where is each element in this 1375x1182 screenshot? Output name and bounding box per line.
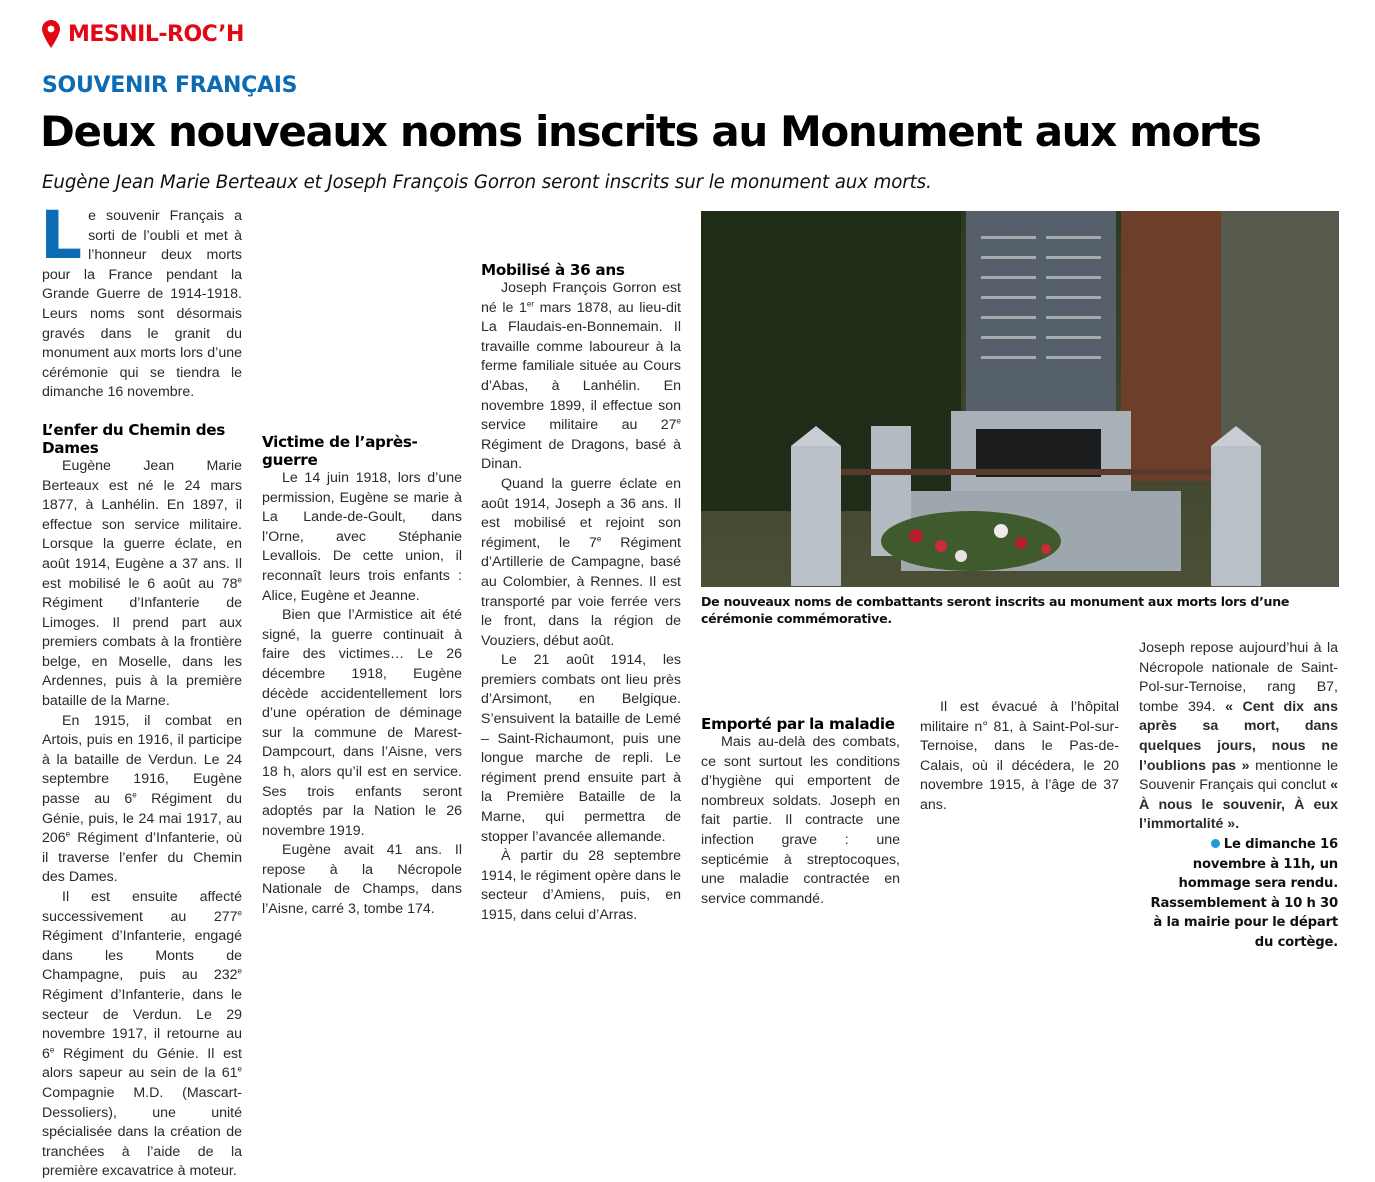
map-pin-icon (42, 20, 60, 48)
paragraph: Joseph François Gorron est né le 1er mars 1878, au lieu-dit La Flaudais-en-Bonnemain. Il travaille comme laboureur à la ferme familiale située au Cours d’Abas, à Lanhélin. En novembre 1899, il effectue son service militaire au 27e Régiment de Dragons, basé à Dinan. (481, 280, 681, 473)
article-column-5 (920, 639, 1119, 816)
subhead-apres-guerre: Victime de l’après-guerre (262, 433, 418, 469)
paragraph: À partir du 28 septembre 1914, le régiment opère dans le secteur d’Amiens, puis, en 1915, dans celui d’Arras. (481, 848, 681, 923)
subhead-chemin-des-dames: L’enfer du Chemin des Dames (42, 420, 226, 457)
article-column-3 (481, 207, 681, 926)
drop-cap: L (40, 197, 83, 274)
quote: « À nous le souvenir, À eux l’immortalité ». (1139, 777, 1338, 833)
standfirst: Eugène Jean Marie Berteaux et Joseph François Gorron seront inscrits sur le monument aux morts. (42, 172, 932, 193)
subhead-maladie: Emporté par la maladie (701, 715, 895, 733)
intro-paragraph: Le souvenir Français a sorti de l’oubli et met à l’honneur deux morts pour la France pendant la Grande Guerre de 1914-1918. Leurs noms sont désormais gravés dans le granit du monument aux morts lors d’une cérémonie qui se tiendra le dimanche 16 novembre. (40, 197, 242, 401)
article-column-4 (701, 639, 900, 909)
paragraph: Le 21 août 1914, les premiers combats ont lieu près d’Arsimont, en Belgique. S’ensuivent la bataille de Lemé – Saint-Richaumont, puis une longue marche de repli. Le régiment prend ensuite part à la Première Bataille de la Marne, qui permettra de stopper l’avancée allemande. (481, 652, 681, 845)
paragraph: Eugène avait 41 ans. Il repose à la Nécropole Nationale de Champs, dans l’Aisne, carré 3, tombe 174. (262, 842, 462, 918)
article-column-2 (262, 207, 462, 920)
paragraph: En 1915, il combat en Artois, puis en 1916, il participe à la bataille de Verdun. Le 24 septembre 1916, Eugène passe au 6e Régiment du Génie, puis, le 24 mai 1917, au 206e Régiment d’Infanterie, où il traverse l’enfer du Chemin des Dames. (42, 712, 242, 886)
paragraph: Quand la guerre éclate en août 1914, Joseph a 36 ans. Il est mobilisé et rejoint son régiment, le 7e Régiment d’Artillerie de Campagne, basé au Colombier, à Rennes. Il est transporté par voie ferrée vers le front, dans la région de Vouziers, début août. (481, 475, 681, 649)
paragraph: Mais au-delà des combats, ce sont surtout les conditions d’hygiène qui emportent de nombreux soldats. Joseph en fait partie. Il contracte une infection grave : une septicémie à streptocoques, une maladie contractée en service commandé. (701, 734, 900, 907)
paragraph: Eugène Jean Marie Berteaux est né le 24 mars 1877, à Lanhélin. En 1897, il effectue son service militaire. Lorsque la guerre éclate, en août 1914, Eugène a 37 ans. Il est mobilisé le 6 août au 78e Régiment d’Infanterie de Limoges. Il prend part aux premiers combats à la frontière belge, en Moselle, dans les Ardennes, puis à la première bataille de la Marne. (42, 457, 242, 710)
event-info: Le dimanche 16 novembre à 11h, un hommage sera rendu. Rassemblement à 10 h 30 à la mairie pour le départ du cortège. (1150, 836, 1338, 950)
paragraph: Le 14 juin 1918, lors d’une permission, Eugène se marie à La Lande-de-Goult, dans l’Orne, avec Stéphanie Levallois. De cette union, il reconnaît leurs trois enfants : Alice, Eugène et Jeanne. (262, 470, 462, 604)
location-label (42, 20, 244, 48)
paragraph: Joseph repose aujourd’hui à la Nécropole nationale de Saint-Pol-sur-Ternoise, rang B7, tombe 394. « Cent dix ans après sa mort, dans quelques jours, nous ne l’oublions pas » mentionne le Souvenir Français qui conclut « À nous le souvenir, À eux l’immortalité ». (1139, 640, 1338, 833)
location-name: MESNIL-ROC’H (68, 21, 244, 47)
paragraph: Bien que l’Armistice ait été signé, la guerre continuait à faire des victimes… Le 26 décembre 1918, Eugène décède accidentellement lors d’une opération de déminage sur la commune de Marest-Dampcourt, dans l’Aisne, vers 18 h, alors qu’il est en service. Ses trois enfants seront adoptés par la Nation le 26 novembre 1919. (262, 607, 462, 839)
monument-image (701, 211, 1339, 587)
article-column-6 (1139, 639, 1338, 953)
article-column-1 (40, 197, 242, 1182)
kicker: SOUVENIR FRANÇAIS (42, 73, 298, 98)
photo-caption: De nouveaux noms de combattants seront inscrits au monument aux morts lors d’une cérémonie commémorative. (701, 594, 1290, 626)
subhead-mobilise: Mobilisé à 36 ans (481, 261, 625, 279)
headline: Deux nouveaux noms inscrits au Monument aux morts (40, 107, 1261, 156)
paragraph: Il est évacué à l’hôpital militaire n° 81, à Saint-Pol-sur-Ternoise, dans le Pas-de-Calais, où il décédera, le 20 novembre 1915, à l’âge de 37 ans. (920, 699, 1119, 813)
paragraph: Il est ensuite affecté successivement au 277e Régiment d’Infanterie, engagé dans les Monts de Champagne, puis au 232e Régiment d’Infanterie, dans le secteur de Verdun. Le 29 novembre 1917, il retourne au 6e Régiment du Génie. Il est alors sapeur au sein de la 61e Compagnie M.D. (Mascart-Dessoliers), une unité spécialisée dans la création de tranchées à l’aide de la première excavatrice à moteur. (42, 889, 242, 1180)
bullet-icon (1211, 839, 1220, 848)
monument-photo (701, 211, 1339, 587)
quote: « Cent dix ans après sa mort, dans quelques jours, nous ne l’oublions pas » (1139, 698, 1338, 774)
